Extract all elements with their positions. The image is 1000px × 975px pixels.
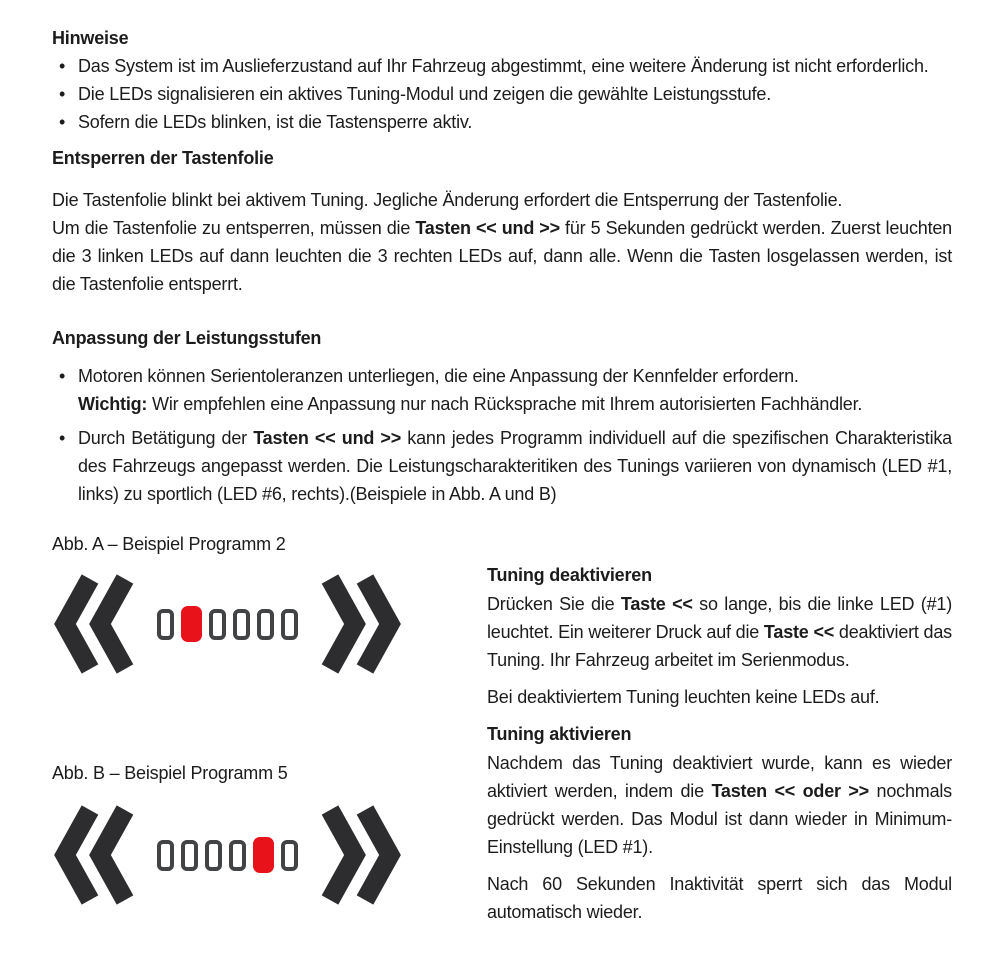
deaktivieren-title: Tuning deaktivieren	[487, 565, 652, 585]
bullet-text: Die LEDs signalisieren ein aktives Tuning-Modul und zeigen die gewählte Leistungsstufe.	[78, 84, 772, 104]
section-hinweise	[52, 24, 952, 136]
figure-a-label: Abb. A – Beispiel Programm 2	[52, 534, 286, 554]
led-5	[257, 609, 274, 640]
figure-b-label: Abb. B – Beispiel Programm 5	[52, 763, 288, 783]
anpassung-bullet-1	[52, 362, 952, 418]
bold-keys-text: Tasten << oder >>	[711, 781, 869, 801]
text-segment: kann jedes Programm individuell auf die spezifischen Charakteristika des Fahrzeugs angepasst werden. Die Leistungscharakteritiken des Tunings variieren von dynamisch (LED #1, links) zu sportlich (LED #6, rechts).(Beispiele in Abb. A und B)	[78, 428, 952, 504]
led-row	[157, 606, 298, 642]
figure-b-led-graphic	[52, 802, 487, 908]
led-5-active	[253, 837, 274, 873]
deaktivieren-paragraph-1	[487, 590, 952, 674]
bold-key-text: Taste <<	[763, 622, 835, 642]
led-6	[281, 609, 298, 640]
text-segment: deaktiviert das Tuning. Ihr Fahrzeug arbeitet im Serienmodus.	[487, 622, 952, 670]
text-segment: Um die Tastenfolie zu entsperren, müssen die	[52, 218, 416, 238]
text-segment: Drücken Sie die	[487, 594, 621, 614]
chevron-double-right-icon	[315, 802, 403, 908]
deaktivieren-paragraph-2: Bei deaktiviertem Tuning leuchten keine LEDs auf.	[487, 687, 880, 707]
bullet-text: Das System ist im Auslieferzustand auf Ihr Fahrzeug abgestimmt, eine weitere Änderung ist nicht erforderlich.	[78, 56, 929, 76]
text-segment: für 5 Sekunden gedrückt werden. Zuerst leuchten die 3 linken LEDs auf dann leuchten die 3 rechten LEDs auf, dann alle. Wenn die Tasten losgelassen werden, ist die Tastenfolie entsperrt.	[52, 218, 952, 294]
entsperren-title: Entsperren der Tastenfolie	[52, 148, 274, 168]
section-entsperren	[52, 144, 952, 298]
led-6	[281, 840, 298, 871]
chevron-double-left-icon	[52, 802, 140, 908]
entsperren-paragraph-2	[52, 214, 952, 298]
two-column-area	[52, 530, 952, 935]
bold-keys-text: Tasten << und >>	[253, 428, 402, 448]
figure-a-led-graphic	[52, 571, 487, 677]
bullet-line-2	[78, 390, 952, 418]
aktivieren-paragraph-2: Nach 60 Sekunden Inaktivität sperrt sich das Modul automatisch wieder.	[487, 874, 952, 922]
hinweise-bullet-list	[52, 52, 952, 136]
tuning-text-column	[487, 530, 952, 935]
hinweise-bullet-1	[52, 52, 952, 80]
hinweise-bullet-2	[52, 80, 952, 108]
anpassung-title: Anpassung der Leistungsstufen	[52, 328, 322, 348]
hinweise-bullet-3	[52, 108, 952, 136]
wichtig-bold-text: Wichtig:	[78, 394, 148, 414]
bold-key-text: Taste <<	[620, 594, 693, 614]
text-segment: Durch Betätigung der	[78, 428, 254, 448]
entsperren-paragraph-1: Die Tastenfolie blinkt bei aktivem Tuning. Jegliche Änderung erfordert die Entsperrung der Tastenfolie.	[52, 190, 843, 210]
hinweise-title: Hinweise	[52, 28, 129, 48]
text-segment: nochmals gedrückt werden. Das Modul ist dann wieder in Minimum-Einstellung (LED #1).	[487, 781, 952, 857]
text-segment: so lange, bis die linke LED (#1) leuchtet. Ein weiterer Druck auf die	[487, 594, 952, 642]
led-1	[157, 840, 174, 871]
aktivieren-paragraph-1	[487, 749, 952, 861]
figures-column	[52, 530, 487, 935]
led-row	[157, 837, 298, 873]
anpassung-bullet-2	[52, 424, 952, 508]
text-segment: Nachdem das Tuning deaktiviert wurde, kann es wieder aktiviert werden, indem die	[487, 753, 952, 801]
led-2	[181, 840, 198, 871]
led-2-active	[181, 606, 202, 642]
aktivieren-title: Tuning aktivieren	[487, 724, 632, 744]
led-4	[229, 840, 246, 871]
led-4	[233, 609, 250, 640]
text-segment: Wir empfehlen eine Anpassung nur nach Rücksprache mit Ihrem autorisierten Fachhändler.	[147, 394, 863, 414]
bold-keys-text: Tasten << und >>	[415, 218, 560, 238]
chevron-double-left-icon	[52, 571, 140, 677]
bullet-line-1: • Motoren können Serientoleranzen unterliegen, die eine Anpassung der Kennfelder erfordern.	[78, 366, 799, 386]
led-3	[209, 609, 226, 640]
led-1	[157, 609, 174, 640]
section-anpassung	[52, 324, 952, 508]
led-3	[205, 840, 222, 871]
chevron-double-right-icon	[315, 571, 403, 677]
bullet-text: Sofern die LEDs blinken, ist die Tastensperre aktiv.	[78, 112, 473, 132]
